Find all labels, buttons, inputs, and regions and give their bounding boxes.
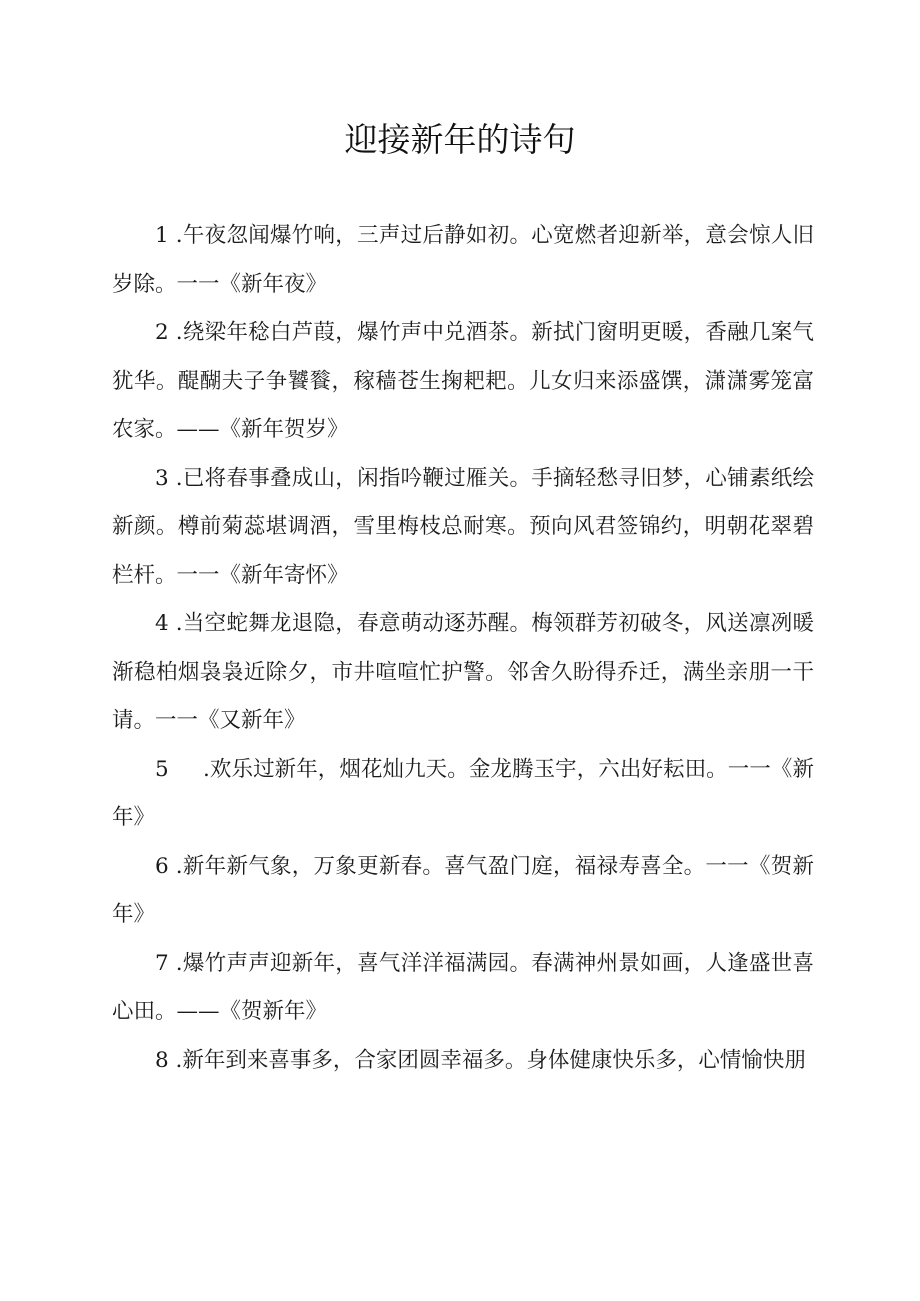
- poem-number: 1: [155, 223, 169, 248]
- poem-text: .当空蛇舞龙退隐，春意萌动逐苏醒。梅领群芳初破冬，风送凛冽暖渐稳柏烟袅袅近除夕，市井喧喧忙护警。邻舍久盼得乔迁，满坐亲朋一干请。一一《又新年》: [112, 611, 814, 733]
- poem-number: 6: [155, 853, 169, 879]
- poem-text: .午夜忽闻爆竹响，三声过后静如初。心宽燃者迎新举，意会惊人旧岁除。一一《新年夜》: [112, 223, 814, 297]
- poem-paragraph-5: [112, 746, 814, 843]
- page-title: 迎接新年的诗句: [344, 120, 576, 159]
- poem-number: 5: [155, 756, 169, 782]
- poem-text: .欢乐过新年，烟花灿九天。金龙腾玉宇，六出好耘田。一一《新年》: [112, 756, 814, 830]
- poem-list: [112, 212, 814, 1085]
- poem-paragraph-7: [112, 940, 814, 1037]
- poem-text: .新年到来喜事多，合家团圆幸福多。身体健康快乐多，心情愉快朋: [175, 1047, 806, 1073]
- poem-paragraph-6: [112, 843, 814, 940]
- poem-paragraph-2: [112, 309, 814, 455]
- poem-paragraph-1: [112, 212, 814, 309]
- poem-paragraph-8: [112, 1037, 814, 1086]
- poem-paragraph-4: [112, 600, 814, 746]
- poem-text: .绕梁年稔白芦葭，爆竹声中兑酒茶。新拭门窗明更暖，香融几案气犹华。醍醐夫子争饕餮，稼穑苍生掬耙耙。儿女归来添盛馔，潇潇雾笼富农家。——《新年贺岁》: [112, 320, 814, 442]
- poem-text: .爆竹声声迎新年，喜气洋洋福满园。春满神州景如画，人逢盛世喜心田。——《贺新年》: [112, 950, 814, 1024]
- poem-number: 2: [155, 320, 169, 345]
- poem-text: .新年新气象，万象更新春。喜气盈门庭，福禄寿喜全。一一《贺新年》: [112, 853, 814, 927]
- poem-number: 7: [155, 950, 169, 976]
- poem-paragraph-3: [112, 455, 814, 601]
- poem-text: .已将春事叠成山，闲指吟鞭过雁关。手摘轻愁寻旧梦，心铺素纸绘新颜。樽前菊蕊堪调酒，雪里梅枝总耐寒。预向风君签锦约，明朝花翠碧栏杆。一一《新年寄怀》: [112, 465, 814, 588]
- poem-number: 8: [155, 1047, 169, 1073]
- poem-number: 3: [155, 465, 169, 491]
- poem-number: 4: [155, 611, 169, 636]
